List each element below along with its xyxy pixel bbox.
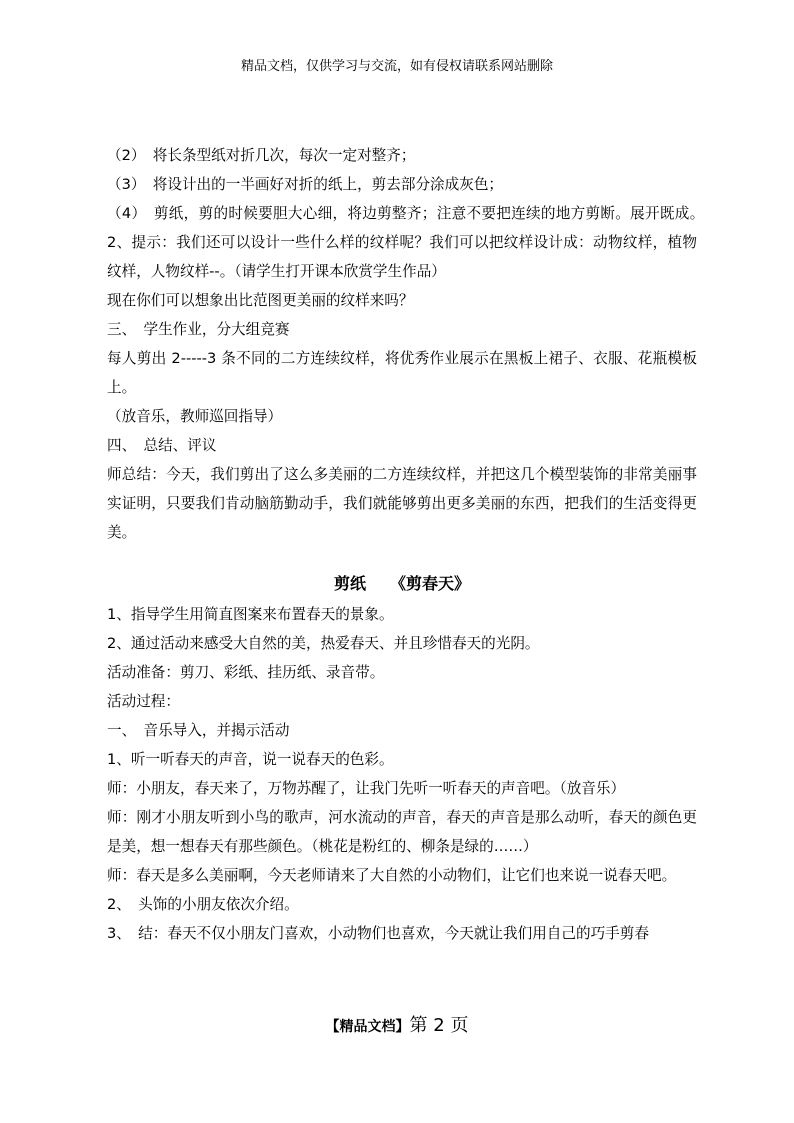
paragraph: （3） 将设计出的一半画好对折的纸上，剪去部分涂成灰色；: [107, 176, 504, 193]
footer-tag: 【精品文档】: [325, 1019, 410, 1035]
paragraph: 每人剪出 2-----3 条不同的二方连续纹样，将优秀作业展示在黑板上裙子、衣服、花瓶模板上。: [107, 350, 697, 396]
paragraph: （2） 将长条型纸对折几次，每次一定对整齐；: [107, 147, 416, 164]
paragraph: 3、 结：春天不仅小朋友门喜欢，小动物们也喜欢，今天就让我们用自己的巧手剪春: [107, 925, 649, 942]
paragraph: 活动过程：: [107, 693, 180, 710]
paragraph: 2、通过活动来感受大自然的美，热爱春天、并且珍惜春天的光阴。: [107, 635, 540, 652]
page-header: [0, 58, 794, 76]
page-number: 第 2 页: [409, 1015, 469, 1036]
paragraph: 师：刚才小朋友听到小鸟的歌声，河水流动的声音，春天的声音是那么动听，春天的颜色更是美，想一想春天有那些颜色。（桃花是粉红的、柳条是绿的……）: [107, 809, 697, 855]
header-text: 精品文档，仅供学习与交流，如有侵权请联系网站删除: [240, 59, 553, 74]
paragraph: 三、 学生作业，分大组竞赛: [107, 321, 290, 338]
paragraph: 一、 音乐导入，并揭示活动: [107, 722, 290, 739]
paragraph: 1、听一听春天的声音，说一说春天的色彩。: [107, 751, 394, 768]
document-body: [107, 141, 712, 948]
paragraph: 四、 总结、评议: [107, 437, 217, 454]
paragraph: 2、 头饰的小朋友依次介绍。: [107, 896, 299, 913]
paragraph: 现在你们可以想象出比范图更美丽的纹样来吗？: [107, 292, 414, 309]
paragraph: 活动准备：剪刀、彩纸、挂历纸、录音带。: [107, 664, 385, 681]
section-title: 剪纸 《剪春天》: [333, 574, 470, 593]
paragraph: （4） 剪纸，剪的时候要胆大心细，将边剪整齐；注意不要把连续的地方剪断。展开既成。 2、提示：我们还可以设计一些什么样的纹样呢？我们可以把纹样设计成：动物纹样，植物纹样，人物纹样--。（请学生打开课本欣赏学生作品）: [107, 205, 712, 280]
paragraph: 师：小朋友，春天来了，万物苏醒了，让我门先听一听春天的声音吧。（放音乐）: [107, 780, 626, 797]
page-footer: [0, 1013, 794, 1040]
paragraph: 1、指导学生用简直图案来布置春天的景象。: [107, 606, 394, 623]
paragraph: 师：春天是多么美丽啊，今天老师请来了大自然的小动物们，让它们也来说一说春天吧。: [107, 867, 677, 884]
paragraph: 师总结：今天，我们剪出了这么多美丽的二方连续纹样，并把这几个模型装饰的非常美丽事实证明，只要我们肯动脑筋勤动手，我们就能够剪出更多美丽的东西，把我们的生活变得更美。: [107, 466, 697, 541]
paragraph: （放音乐，教师巡回指导）: [107, 408, 283, 425]
